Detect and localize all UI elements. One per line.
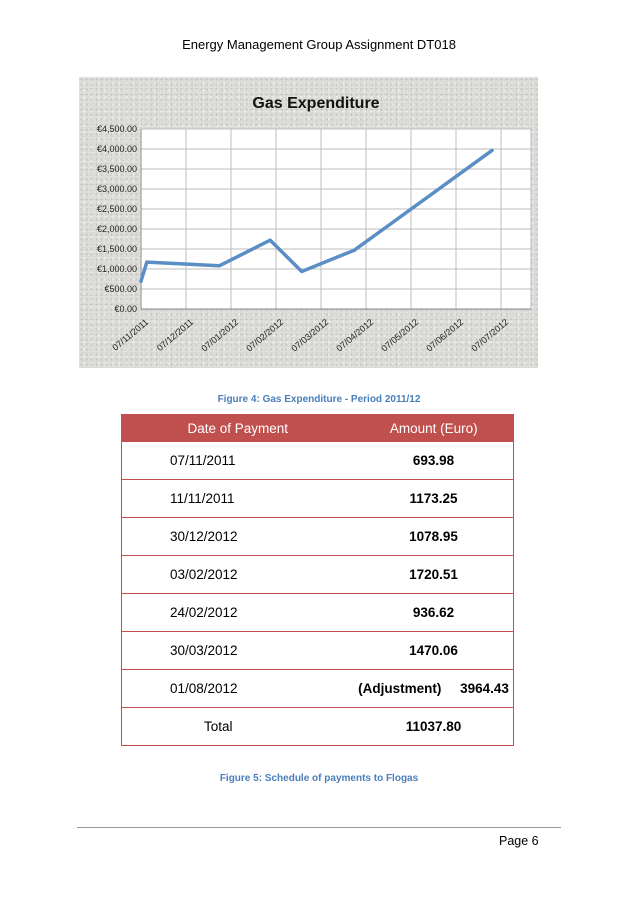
table-total-row xyxy=(122,708,514,746)
payments-table xyxy=(121,414,514,746)
header-amount: Amount (Euro) xyxy=(354,415,514,442)
y-tick-label: €1,000.00 xyxy=(96,264,137,274)
total-amount: 11037.80 xyxy=(354,708,514,746)
x-tick-label: 07/06/2012 xyxy=(424,316,466,354)
table-row xyxy=(122,670,514,708)
gas-expenditure-chart xyxy=(79,77,538,368)
x-tick-label: 07/07/2012 xyxy=(469,316,511,354)
table-row xyxy=(122,556,514,594)
page-number: Page 6 xyxy=(499,834,539,848)
row-amount: 936.62 xyxy=(354,594,514,632)
y-tick-label: €4,000.00 xyxy=(96,144,137,154)
row-date: 03/02/2012 xyxy=(122,556,355,594)
x-tick-label: 07/01/2012 xyxy=(199,316,241,354)
row-amount: 1470.06 xyxy=(354,632,514,670)
table-row xyxy=(122,632,514,670)
row-date: 11/11/2011 xyxy=(122,480,355,518)
x-tick-label: 07/03/2012 xyxy=(289,316,331,354)
chart-title: Gas Expenditure xyxy=(252,95,380,112)
y-tick-label: €3,000.00 xyxy=(96,184,137,194)
row-amount: 1173.25 xyxy=(354,480,514,518)
y-tick-label: €2,500.00 xyxy=(96,204,137,214)
table-header-row xyxy=(122,415,514,442)
row-date: 01/08/2012 xyxy=(122,670,355,708)
y-tick-label: €1,500.00 xyxy=(96,244,137,254)
row-date: 24/02/2012 xyxy=(122,594,355,632)
table-row xyxy=(122,442,514,480)
row-amount: 1720.51 xyxy=(354,556,514,594)
x-tick-label: 07/02/2012 xyxy=(244,316,286,354)
x-tick-label: 07/11/2011 xyxy=(110,316,151,353)
figure-4-caption: Figure 4: Gas Expenditure - Period 2011/12 xyxy=(217,394,421,405)
x-tick-label: 07/04/2012 xyxy=(334,316,376,354)
total-label: Total xyxy=(122,708,355,746)
y-tick-label: €4,500.00 xyxy=(96,124,137,134)
row-amount: (Adjustment) 3964.43 xyxy=(354,670,514,708)
x-tick-label: 07/12/2011 xyxy=(154,316,196,354)
y-tick-label: €0.00 xyxy=(114,304,137,314)
x-tick-label: 07/05/2012 xyxy=(379,316,421,354)
figure-5-caption: Figure 5: Schedule of payments to Flogas xyxy=(219,773,419,784)
y-tick-label: €500.00 xyxy=(104,284,137,294)
plot-area xyxy=(141,129,531,309)
row-amount: 1078.95 xyxy=(354,518,514,556)
y-tick-label: €3,500.00 xyxy=(96,164,137,174)
row-date: 30/12/2012 xyxy=(122,518,355,556)
table-row xyxy=(122,594,514,632)
document-header: Energy Management Group Assignment DT018 xyxy=(182,37,456,52)
header-date: Date of Payment xyxy=(122,415,355,442)
table-row xyxy=(122,480,514,518)
y-tick-label: €2,000.00 xyxy=(96,224,137,234)
chart-svg xyxy=(79,77,538,368)
footer-divider xyxy=(77,827,561,828)
row-date: 30/03/2012 xyxy=(122,632,355,670)
table-row xyxy=(122,518,514,556)
row-amount: 693.98 xyxy=(354,442,514,480)
row-date: 07/11/2011 xyxy=(122,442,355,480)
